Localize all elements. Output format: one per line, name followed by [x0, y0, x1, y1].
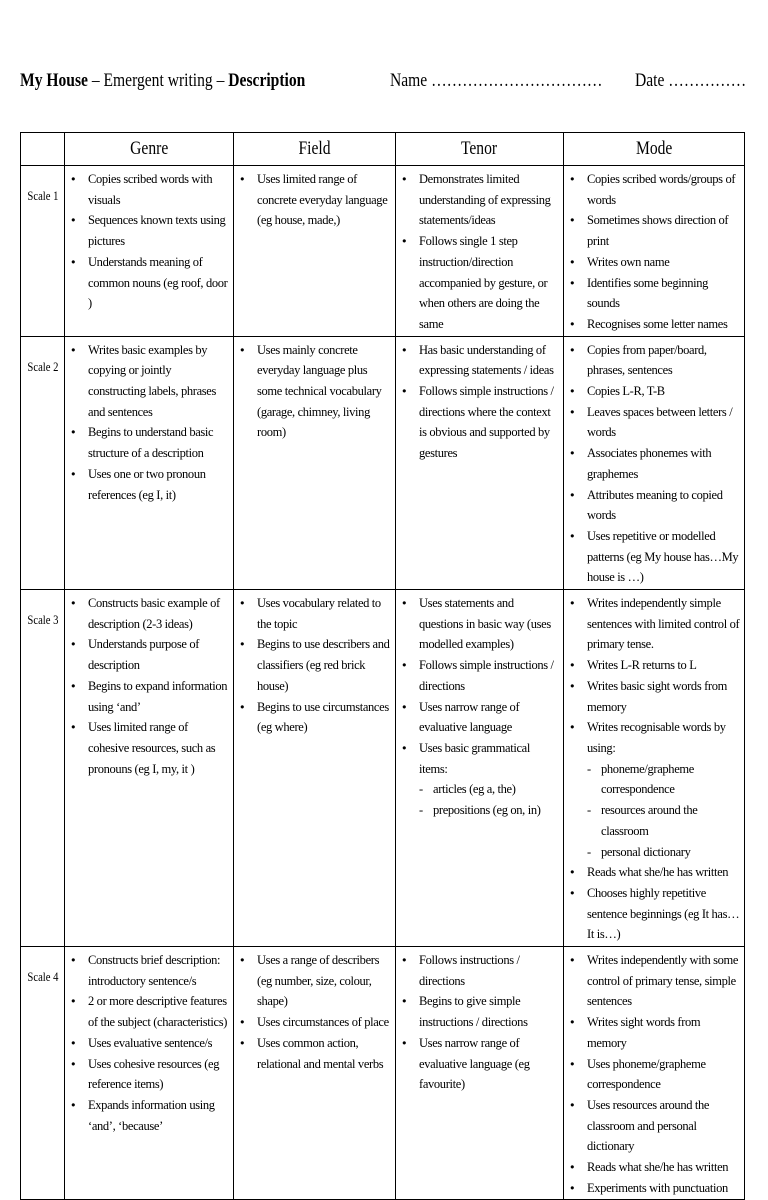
- sub-list-item: - articles (eg a, the): [397, 779, 559, 800]
- list-item: ● Uses common action, relational and mental verbs: [235, 1033, 391, 1074]
- list-item: ● Sometimes shows direction of print: [565, 210, 740, 251]
- name-field[interactable]: Name ……………………………: [390, 70, 603, 91]
- list-item: ● Copies scribed words/groups of words: [565, 169, 740, 210]
- list-item: ● Sequences known texts using pictures: [66, 210, 229, 251]
- date-field[interactable]: Date ……………: [635, 70, 747, 91]
- list-item: ● Uses evaluative sentence/s: [66, 1033, 229, 1054]
- list-item: ● Writes recognisable words by using:: [565, 717, 740, 758]
- mode-cell: [564, 166, 745, 337]
- field-cell: [234, 590, 396, 947]
- list-item: ● Uses limited range of concrete everyday language (eg house, made,): [235, 169, 391, 231]
- list-item: ● Has basic understanding of expressing statements / ideas: [397, 340, 559, 381]
- list-item: ● Associates phonemes with graphemes: [565, 443, 740, 484]
- field-cell: [234, 947, 396, 1200]
- genre-cell: [65, 336, 234, 589]
- field-cell: [234, 336, 396, 589]
- genre-cell: [65, 947, 234, 1200]
- column-header-tenor: Tenor: [396, 133, 564, 166]
- field-cell: [234, 166, 396, 337]
- list-item: ● Uses circumstances of place: [235, 1012, 391, 1033]
- title-text-type: Description: [228, 70, 306, 91]
- tenor-cell: [396, 947, 564, 1200]
- list-item: ● Follows instructions / directions: [397, 950, 559, 991]
- table-row: [21, 590, 745, 947]
- list-item: ● Begins to understand basic structure of a description: [66, 422, 229, 463]
- assessment-rubric-table: [20, 132, 745, 1200]
- genre-cell: [65, 166, 234, 337]
- list-item: ● Leaves spaces between letters / words: [565, 402, 740, 443]
- list-item: ● Reads what she/he has written: [565, 862, 740, 883]
- list-item: ● Writes independently simple sentences with limited control of primary tense.: [565, 593, 740, 655]
- table-row: [21, 336, 745, 589]
- list-item: ● Writes basic examples by copying or jointly constructing labels, phrases and sentences: [66, 340, 229, 423]
- scale-label: Scale 4: [21, 947, 65, 1200]
- list-item: ● Identifies some beginning sounds: [565, 273, 740, 314]
- list-item: ● Uses repetitive or modelled patterns (eg My house has…My house is …): [565, 526, 740, 588]
- list-item: ● Follows single 1 step instruction/direction accompanied by gesture, or when others are doing the same: [397, 231, 559, 335]
- list-item: ● Writes sight words from memory: [565, 1012, 740, 1053]
- list-item: ● Expands information using ‘and’, ‘because’: [66, 1095, 229, 1136]
- title-subtitle: – Emergent writing –: [87, 70, 229, 91]
- list-item: ● Understands purpose of description: [66, 634, 229, 675]
- list-item: ● Recognises some letter names: [565, 314, 740, 335]
- list-item: ● Begins to give simple instructions / directions: [397, 991, 559, 1032]
- list-item: ● Experiments with punctuation: [565, 1178, 740, 1199]
- sub-list-item: - phoneme/grapheme correspondence: [565, 759, 740, 800]
- list-item: ● Understands meaning of common nouns (eg roof, door ): [66, 252, 229, 314]
- list-item: ● Begins to expand information using ‘and’: [66, 676, 229, 717]
- list-item: ● Begins to use describers and classifiers (eg red brick house): [235, 634, 391, 696]
- table-row: [21, 166, 745, 337]
- list-item: ● Uses resources around the classroom and personal dictionary: [565, 1095, 740, 1157]
- list-item: ● Reads what she/he has written: [565, 1157, 740, 1178]
- list-item: ● Follows simple instructions / directions: [397, 655, 559, 696]
- scale-label: Scale 3: [21, 590, 65, 947]
- table-header-row: [21, 133, 745, 166]
- genre-cell: [65, 590, 234, 947]
- list-item: ● Writes independently with some control of primary tense, simple sentences: [565, 950, 740, 1012]
- sub-list-item: - resources around the classroom: [565, 800, 740, 841]
- list-item: ● Writes basic sight words from memory: [565, 676, 740, 717]
- list-item: ● 2 or more descriptive features of the subject (characteristics): [66, 991, 229, 1032]
- table-row: [21, 947, 745, 1200]
- worksheet-title: [20, 70, 305, 92]
- tenor-cell: [396, 166, 564, 337]
- list-item: ● Copies from paper/board, phrases, sentences: [565, 340, 740, 381]
- list-item: ● Begins to use circumstances (eg where): [235, 697, 391, 738]
- tenor-cell: [396, 590, 564, 947]
- list-item: ● Uses one or two pronoun references (eg I, it): [66, 464, 229, 505]
- mode-cell: [564, 590, 745, 947]
- column-header-mode: Mode: [564, 133, 745, 166]
- scale-label: Scale 2: [21, 336, 65, 589]
- list-item: ● Demonstrates limited understanding of expressing statements/ideas: [397, 169, 559, 231]
- list-item: ● Writes L-R returns to L: [565, 655, 740, 676]
- list-item: ● Constructs brief description: introductory sentence/s: [66, 950, 229, 991]
- tenor-cell: [396, 336, 564, 589]
- list-item: ● Uses cohesive resources (eg reference items): [66, 1054, 229, 1095]
- list-item: ● Copies L-R, T-B: [565, 381, 740, 402]
- list-item: ● Uses narrow range of evaluative language (eg favourite): [397, 1033, 559, 1095]
- list-item: ● Uses a range of describers (eg number, size, colour, shape): [235, 950, 391, 1012]
- list-item: ● Constructs basic example of description (2-3 ideas): [66, 593, 229, 634]
- worksheet-header: [20, 70, 750, 100]
- sub-list-item: - personal dictionary: [565, 842, 740, 863]
- list-item: ● Follows simple instructions / directions where the context is obvious and supported by gestures: [397, 381, 559, 464]
- sub-list-item: - prepositions (eg on, in): [397, 800, 559, 821]
- list-item: ● Uses statements and questions in basic way (uses modelled examples): [397, 593, 559, 655]
- list-item: ● Uses mainly concrete everyday language plus some technical vocabulary (garage, chimney, living room): [235, 340, 391, 444]
- list-item: ● Chooses highly repetitive sentence beginnings (eg It has… It is…): [565, 883, 740, 945]
- list-item: ● Uses basic grammatical items:: [397, 738, 559, 779]
- list-item: ● Uses vocabulary related to the topic: [235, 593, 391, 634]
- corner-cell: [21, 133, 65, 166]
- list-item: ● Uses phoneme/grapheme correspondence: [565, 1054, 740, 1095]
- list-item: ● Copies scribed words with visuals: [66, 169, 229, 210]
- mode-cell: [564, 947, 745, 1200]
- mode-cell: [564, 336, 745, 589]
- column-header-genre: Genre: [65, 133, 234, 166]
- list-item: ● Uses limited range of cohesive resources, such as pronouns (eg I, my, it ): [66, 717, 229, 779]
- scale-label: Scale 1: [21, 166, 65, 337]
- list-item: ● Writes own name: [565, 252, 740, 273]
- list-item: ● Uses narrow range of evaluative language: [397, 697, 559, 738]
- column-header-field: Field: [234, 133, 396, 166]
- title-topic: My House: [20, 70, 88, 91]
- list-item: ● Attributes meaning to copied words: [565, 485, 740, 526]
